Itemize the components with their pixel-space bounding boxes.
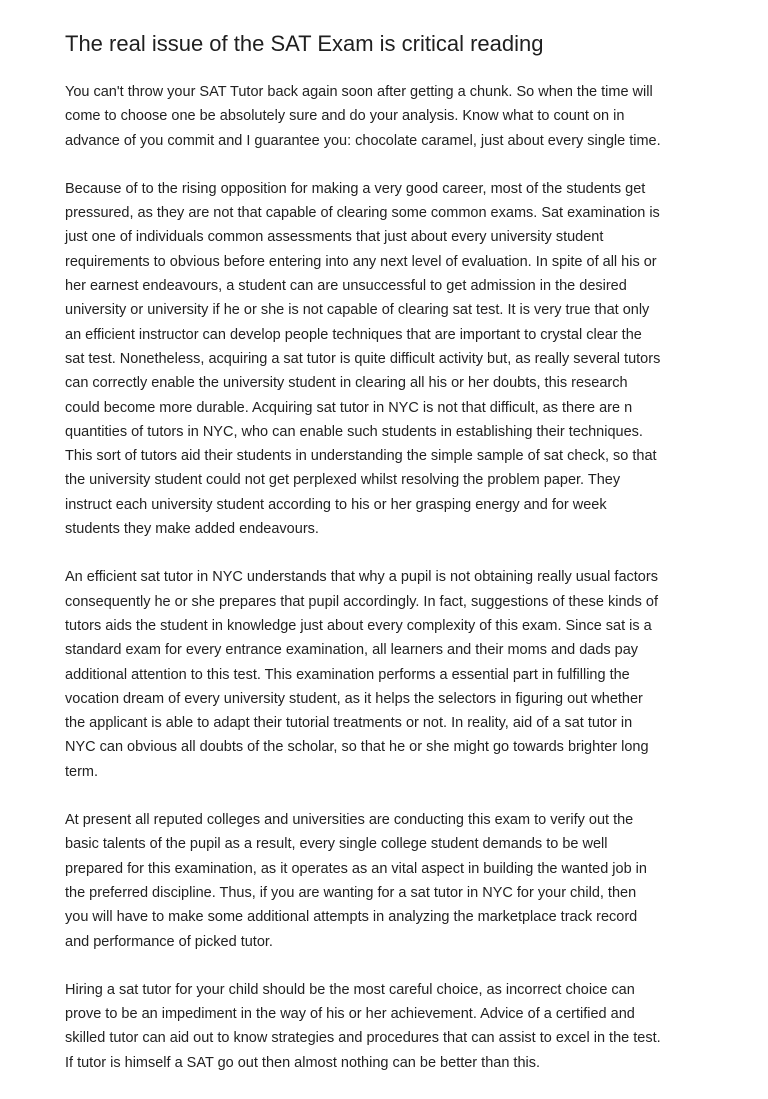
paragraph-line: skilled tutor can aid out to know strategies and procedures that can assist to excel in the test. [65,1030,661,1047]
paragraph-line: prove to be an impediment in the way of his or her achievement. Advice of a certified and [65,1006,635,1023]
paragraph-line: quantities of tutors in NYC, who can enable such students in establishing their techniques. [65,423,643,440]
paragraph-line: the preferred discipline. Thus, if you are wanting for a sat tutor in NYC for your child, then [65,884,637,901]
paragraph-1 [65,80,710,153]
paragraph-line: instruct each university student according to his or her grasping energy and for week [65,496,607,513]
paragraph-line: her earnest endeavours, a student can are unsuccessful to get admission in the desired [65,278,627,295]
paragraph-line: consequently he or she prepares that pupil accordingly. In fact, suggestions of these kinds of [65,593,658,610]
paragraph-line: basic talents of the pupil as a result, every single college student demands to be well [65,836,608,853]
paragraph-line: Because of to the rising opposition for making a very good career, most of the students get [65,180,646,197]
paragraph-5 [65,978,710,1075]
paragraph-line: can correctly enable the university student in clearing all his or her doubts, this research [65,375,628,392]
paragraph-line: requirements to obvious before entering into any next level of evaluation. In spite of all his or [65,253,657,270]
paragraph-line: come to choose one be absolutely sure and do your analysis. Know what to count on in [65,108,625,125]
paragraph-line: sat test. Nonetheless, acquiring a sat tutor is quite difficult activity but, as really several tutors [65,350,661,367]
paragraph-line: just one of individuals common assessments that just about every university student [65,229,604,246]
paragraph-line: the university student could not get perplexed whilst resolving the problem paper. They [65,472,621,489]
paragraph-line: students they make added endeavours. [65,521,319,538]
paragraph-line: You can't throw your SAT Tutor back again soon after getting a chunk. So when the time will [65,84,653,100]
paragraph-line: prepared for this examination, as it operates as an vital aspect in building the wanted job in [65,860,647,877]
document-body [65,80,710,1075]
paragraph-line: the applicant is able to adapt their tutorial treatments or not. In reality, aid of a sat tutor in [65,715,633,732]
paragraph-line: vocation dream of every university student, as it helps the selectors in figuring out whether [65,690,643,707]
paragraph-line: could become more durable. Acquiring sat tutor in NYC is not that difficult, as there are n [65,399,633,416]
paragraph-line: university or university if he or she is not capable of clearing sat test. It is very true that only [65,302,650,319]
paragraph-4 [65,808,710,954]
paragraph-line: Hiring a sat tutor for your child should be the most careful choice, as incorrect choice can [65,981,635,998]
paragraph-line: pressured, as they are not that capable of clearing some common exams. Sat examination is [65,205,660,222]
paragraph-3 [65,565,710,784]
paragraph-line: advance of you commit and I guarantee you: chocolate caramel, just about every single time. [65,132,661,149]
paragraph-line: NYC can obvious all doubts of the scholar, so that he or she might go towards brighter long [65,739,649,756]
paragraph-line: standard exam for every entrance examination, all learners and their moms and dads pay [65,642,639,659]
document-title: The real issue of the SAT Exam is critical reading [65,31,544,56]
paragraph-line: an efficient instructor can develop people techniques that are important to crystal clear the [65,326,642,343]
paragraph-line: tutors aids the student in knowledge just about every complexity of this exam. Since sat is a [65,617,652,634]
paragraph-line: additional attention to this test. This examination performs a essential part in fulfilling the [65,666,630,683]
paragraph-line: If tutor is himself a SAT go out then almost nothing can be better than this. [65,1054,541,1071]
paragraph-line: This sort of tutors aid their students in understanding the simple sample of sat check, so that [65,448,657,465]
paragraph-2 [65,177,710,541]
paragraph-line: you will have to make some additional attempts in analyzing the marketplace track record [65,909,638,926]
paragraph-line: At present all reputed colleges and universities are conducting this exam to verify out the [65,812,634,829]
paragraph-line: An efficient sat tutor in NYC understands that why a pupil is not obtaining really usual factors [65,569,658,586]
paragraph-line: term. [65,763,99,780]
paragraph-line: and performance of picked tutor. [65,933,273,950]
document-page [65,30,710,1099]
